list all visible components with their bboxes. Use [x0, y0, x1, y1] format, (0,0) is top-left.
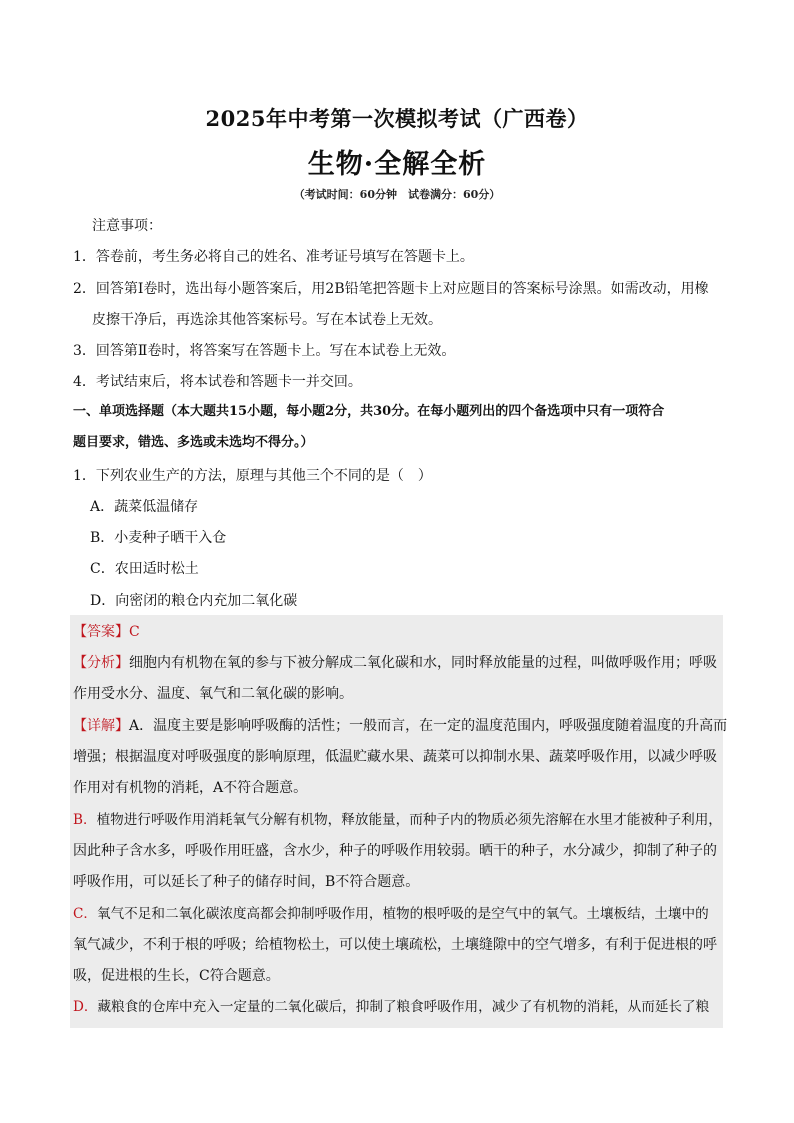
- option-d: D．向密闭的粮仓内充加二氧化碳: [90, 593, 298, 609]
- note-item-2: 2．回答第Ⅰ卷时，选出每小题答案后，用2B铅笔把答题卡上对应题目的答案标号涂黑。如需改动，用橡: [73, 281, 709, 297]
- detail-line-7: C．氧气不足和二氧化碳浓度高都会抑制呼吸作用，植物的根呼吸的是空气中的氧气。土壤板结，土壤中的: [73, 906, 709, 922]
- detail-line-1: [73, 716, 727, 736]
- analysis-line-2: 作用受水分、温度、氧气和二氧化碳的影响。: [73, 686, 353, 702]
- note-item-2-cont: 皮擦干净后，再选涂其他答案标号。写在本试卷上无效。: [92, 312, 442, 328]
- analysis-tag: 【分析】: [73, 655, 129, 671]
- answer-line: [73, 622, 140, 642]
- answer-tag: 【答案】: [73, 624, 129, 640]
- section-heading: 一、单项选择题（本大题共15小题，每小题2分，共30分。在每小题列出的四个备选项中只有一项符合: [73, 404, 665, 419]
- detail-line-10: D．藏粮食的仓库中充入一定量的二氧化碳后，抑制了粮食呼吸作用，减少了有机物的消耗，从而延长了粮: [73, 999, 710, 1015]
- detail-text-1: A．温度主要是影响呼吸酶的活性；一般而言，在一定的温度范围内，呼吸强度随着温度的升高而: [129, 718, 728, 734]
- answer-value: C: [129, 624, 140, 640]
- detail-line-6: 呼吸作用，可以延长了种子的储存时间，B不符合题意。: [73, 874, 420, 890]
- exam-subtitle: 生物·全解全析: [307, 149, 487, 180]
- detail-line-3: 作用对有机物的消耗，A不符合题意。: [73, 780, 308, 796]
- exam-info: （考试时间：60分钟 试卷满分：60分）: [293, 188, 501, 201]
- section-heading-cont: 题目要求，错选、多选或未选均不得分。）: [73, 435, 314, 450]
- notes-heading: 注意事项：: [92, 218, 162, 234]
- note-item-3: 3．回答第Ⅱ卷时，将答案写在答题卡上。写在本试卷上无效。: [73, 343, 456, 359]
- detail-tag: 【详解】: [73, 718, 129, 734]
- option-a: A．蔬菜低温储存: [90, 499, 199, 515]
- detail-line-5: 因此种子含水多，呼吸作用旺盛，含水少，种子的呼吸作用较弱。晒干的种子，水分减少，抑制了种子的: [73, 843, 717, 859]
- detail-line-8: 氧气减少，不利于根的呼吸；给植物松土，可以使土壤疏松，土壤缝隙中的空气增多，有利于促进根的呼: [73, 937, 717, 953]
- detail-line-2: 增强；根据温度对呼吸强度的影响原理，低温贮藏水果、蔬菜可以抑制水果、蔬菜呼吸作用，以减少呼吸: [73, 749, 717, 765]
- analysis-line-1: [73, 653, 717, 673]
- option-b: B．小麦种子晒干入仓: [90, 530, 227, 546]
- detail-line-4: B．植物进行呼吸作用消耗氧气分解有机物，释放能量，而种子内的物质必须先溶解在水里才能被种子利用，: [73, 812, 722, 828]
- note-item-1: 1．答卷前，考生务必将自己的姓名、准考证号填写在答题卡上。: [73, 249, 474, 265]
- question-stem: 1．下列农业生产的方法，原理与其他三个不同的是（ ）: [73, 468, 432, 484]
- note-item-4: 4．考试结束后，将本试卷和答题卡一并交回。: [73, 374, 362, 390]
- option-c: C．农田适时松土: [90, 561, 199, 577]
- analysis-text-1: 细胞内有机物在氧的参与下被分解成二氧化碳和水，同时释放能量的过程，叫做呼吸作用；呼吸: [129, 655, 717, 671]
- exam-title: 2025年中考第一次模拟考试（广西卷）: [205, 106, 589, 131]
- detail-line-9: 吸，促进根的生长，C符合题意。: [73, 968, 280, 984]
